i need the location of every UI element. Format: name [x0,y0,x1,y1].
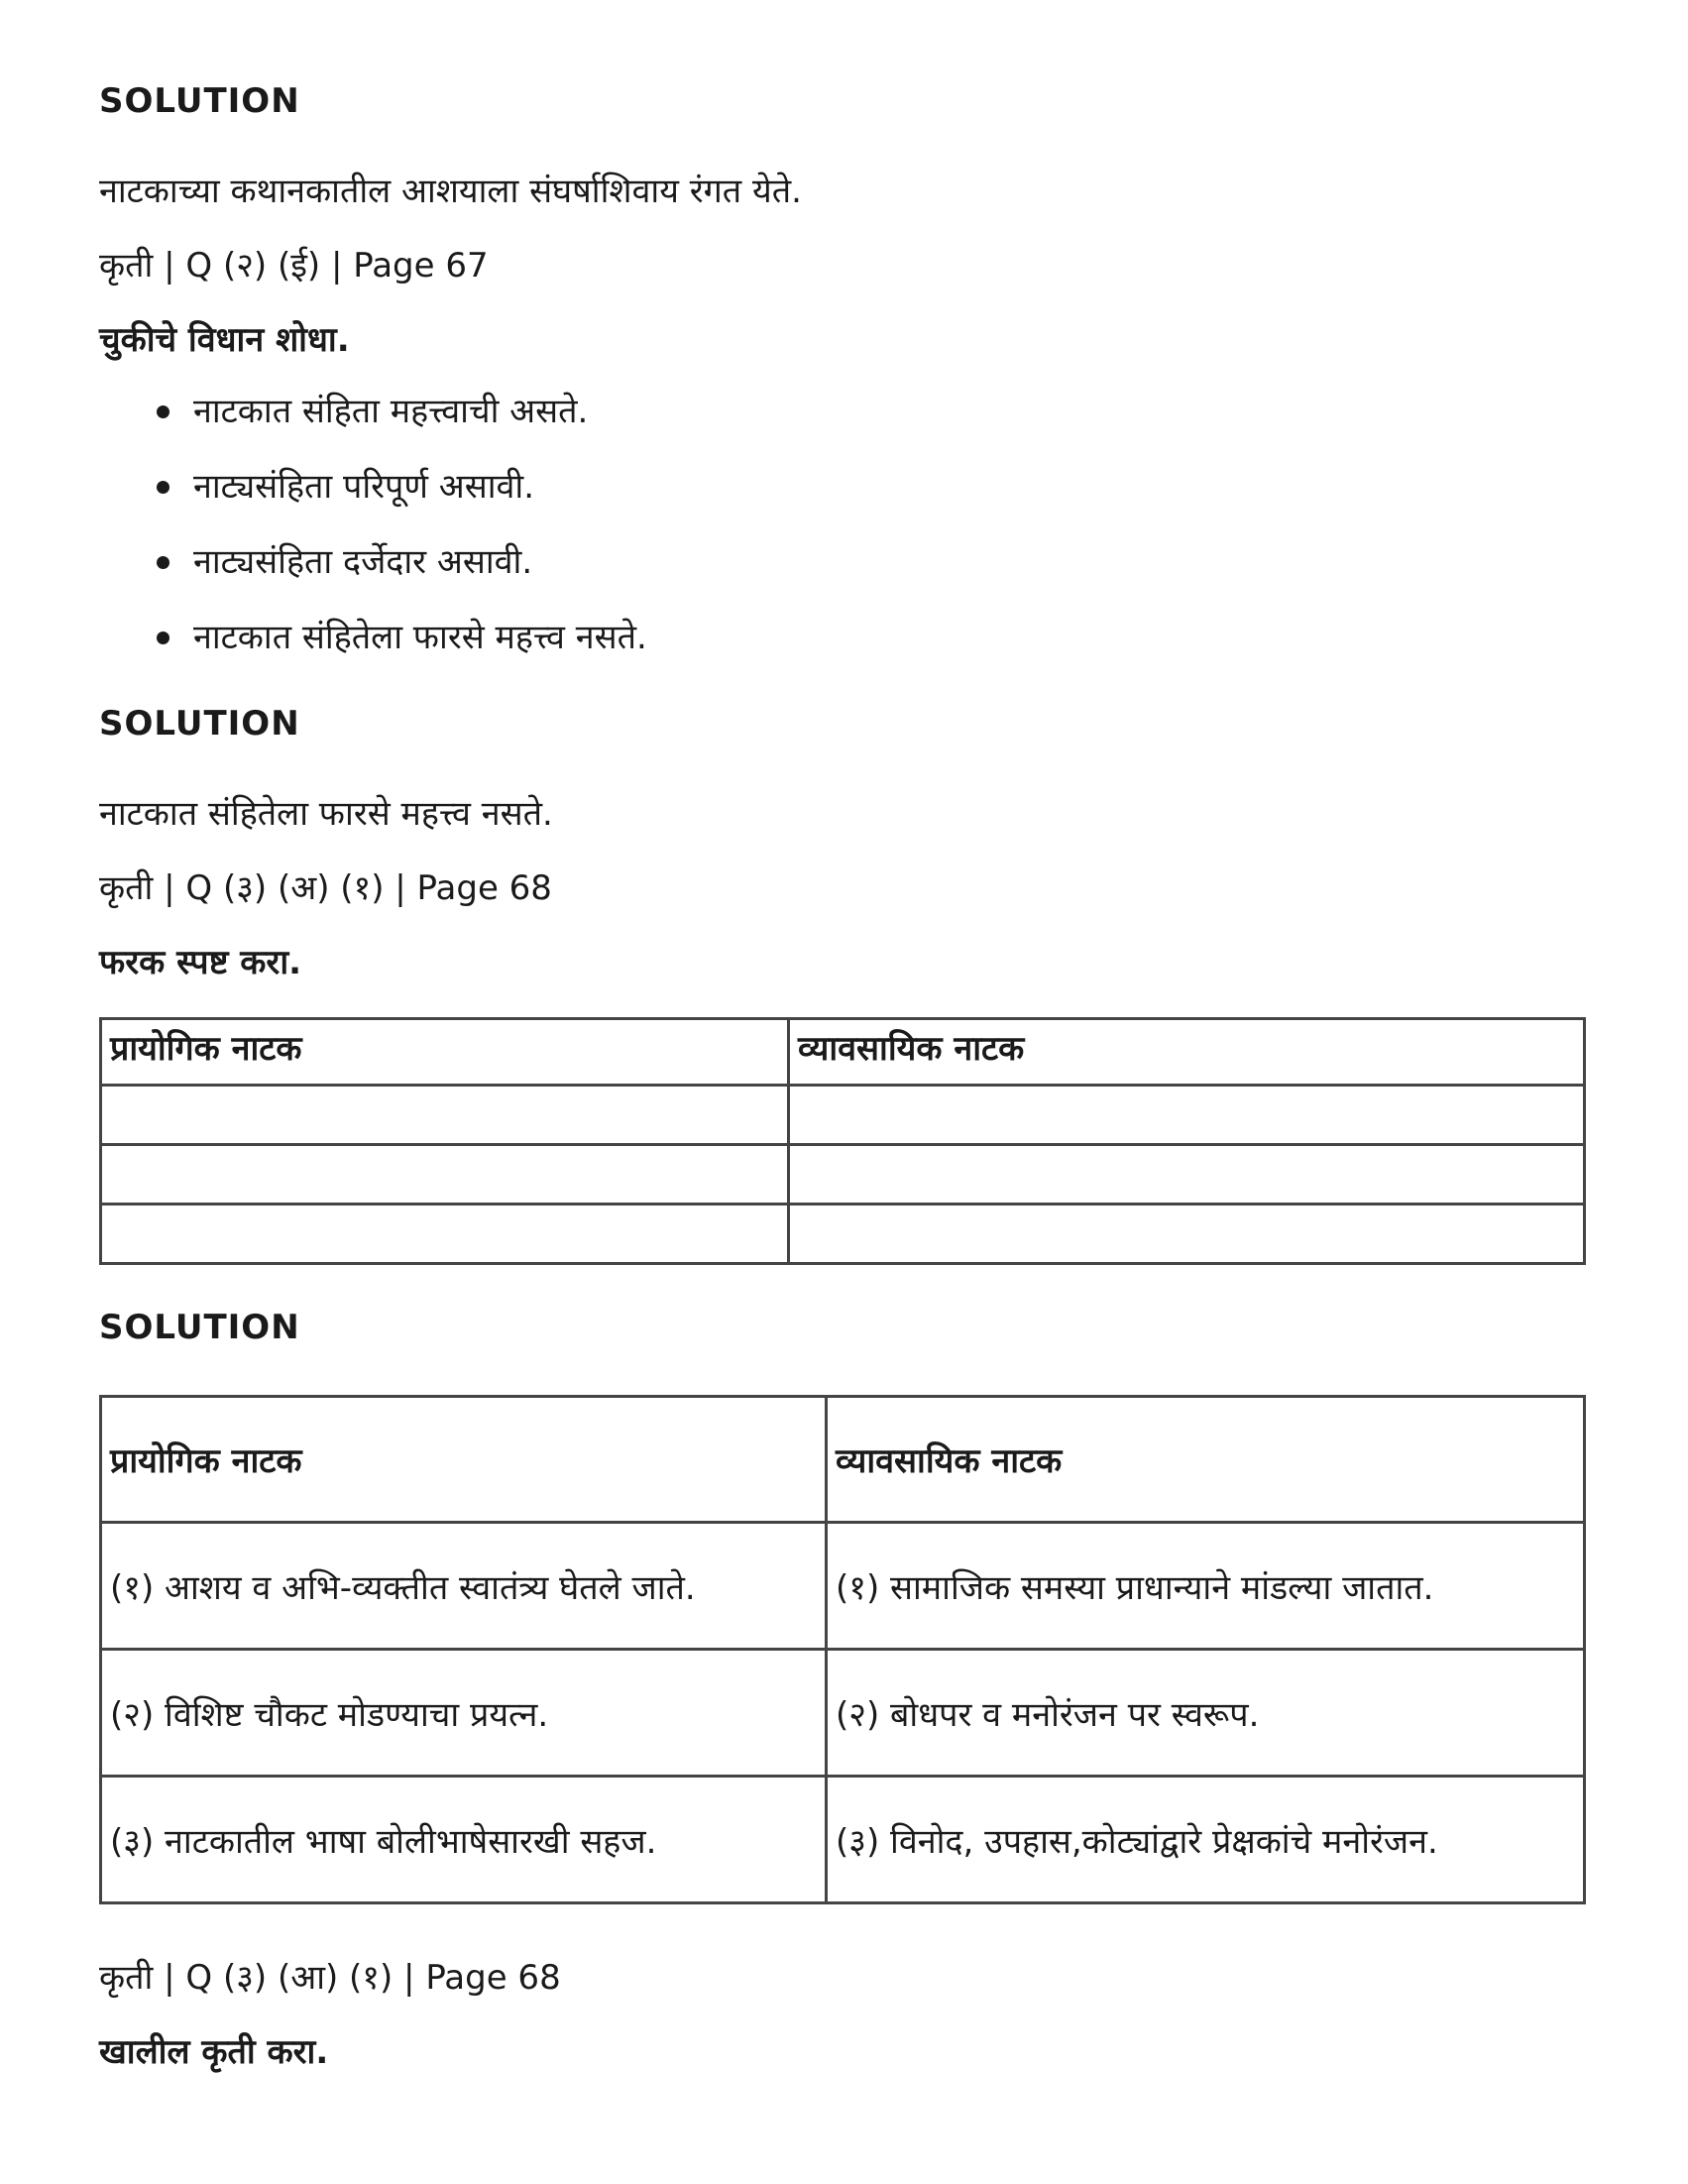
table-cell: (३) नाटकातील भाषा बोलीभाषेसारखी सहज. [101,1777,827,1903]
table-cell [101,1086,789,1145]
solution-heading: SOLUTION [99,1308,300,1347]
list-item [99,457,647,532]
table-header-row [101,1397,1585,1523]
table-header-cell: व्यावसायिक नाटक [789,1019,1585,1086]
question-reference: कृती | Q (३) (अ) (१) | Page 68 [99,868,552,908]
bullet-icon [157,405,169,418]
table-cell [101,1145,789,1205]
table-cell [101,1205,789,1264]
option-text: नाट्यसंहिता दर्जेदार असावी. [193,542,533,582]
table-row [101,1523,1585,1650]
table-cell [789,1086,1585,1145]
question-title: खालील कृती करा. [99,2032,329,2072]
bullet-icon [157,481,169,494]
list-item [99,608,647,683]
table-header-cell: प्रायोगिक नाटक [101,1397,827,1523]
table-row [101,1650,1585,1777]
solution-heading: SOLUTION [99,81,300,121]
table-header-cell: व्यावसायिक नाटक [827,1397,1585,1523]
answer-text: नाटकाच्या कथानकातील आशयाला संघर्षाशिवाय रंगत येते. [99,172,802,211]
table-cell [789,1205,1585,1264]
question-reference: कृती | Q (३) (आ) (१) | Page 68 [99,1958,561,1998]
blank-comparison-table [99,1017,1586,1265]
option-text: नाट्यसंहिता परिपूर्ण असावी. [193,467,535,507]
question-title: चुकीचे विधान शोधा. [99,320,350,360]
options-list [99,382,647,683]
question-title: फरक स्पष्ट करा. [99,943,302,982]
option-text: नाटकात संहितेला फारसे महत्त्व नसते. [193,618,647,657]
table-cell: (१) सामाजिक समस्या प्राधान्याने मांडल्या जातात. [827,1523,1585,1650]
table-cell: (२) विशिष्ट चौकट मोडण्याचा प्रयत्न. [101,1650,827,1777]
list-item [99,532,647,608]
bullet-icon [157,632,169,644]
table-cell [789,1145,1585,1205]
table-header-row [101,1019,1585,1086]
bullet-icon [157,556,169,569]
list-item [99,382,647,457]
table-header-cell: प्रायोगिक नाटक [101,1019,789,1086]
table-cell: (३) विनोद, उपहास,कोट्यांद्वारे प्रेक्षकांचे मनोरंजन. [827,1777,1585,1903]
table-cell: (१) आशय व अभि-व्यक्तीत स्वातंत्र्य घेतले जाते. [101,1523,827,1650]
table-row [101,1777,1585,1903]
table-row [101,1145,1585,1205]
table-cell: (२) बोधपर व मनोरंजन पर स्वरूप. [827,1650,1585,1777]
question-reference: कृती | Q (२) (ई) | Page 67 [99,246,489,286]
solution-heading: SOLUTION [99,704,300,744]
option-text: नाटकात संहिता महत्त्वाची असते. [193,392,589,431]
table-row [101,1205,1585,1264]
solution-comparison-table [99,1395,1586,1904]
table-row [101,1086,1585,1145]
answer-text: नाटकात संहितेला फारसे महत्त्व नसते. [99,794,553,834]
